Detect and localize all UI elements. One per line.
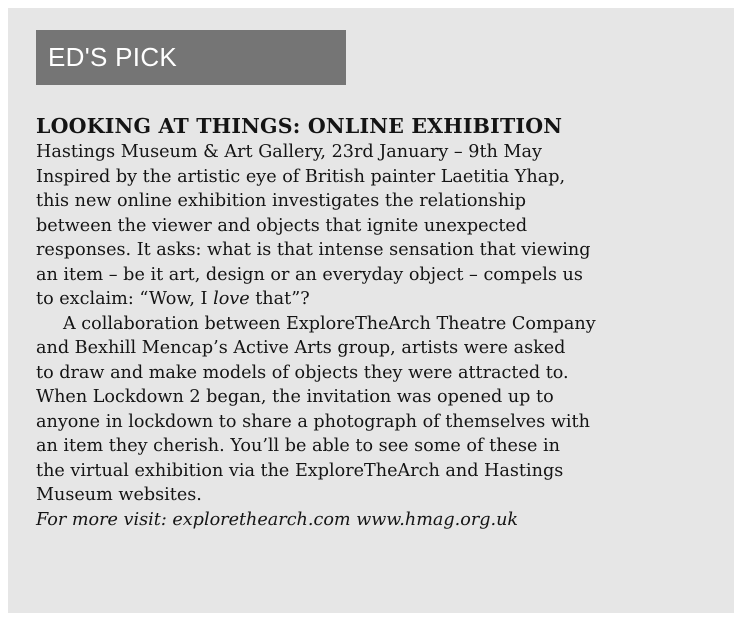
- paragraph-1-line: between the viewer and objects that ignite unexpected: [36, 215, 528, 236]
- paragraph-2-line: Museum websites.: [36, 485, 202, 505]
- eds-pick-label: ED'S PICK: [36, 30, 346, 85]
- paragraph-1: [36, 165, 706, 312]
- paragraph-2-line: A collaboration between ExploreTheArch Theatre Company: [63, 313, 596, 334]
- article-body: [36, 112, 706, 532]
- paragraph-2-line: When Lockdown 2 began, the invitation was opened up to: [36, 387, 554, 407]
- article-headline: LOOKING AT THINGS: ONLINE EXHIBITION: [36, 114, 563, 138]
- paragraph-2-line: and Bexhill Mencap’s Active Arts group, artists were asked: [36, 338, 566, 358]
- quote-end: that”?: [249, 289, 310, 309]
- paragraph-1-line: Inspired by the artistic eye of British painter Laetitia Yhap,: [36, 166, 566, 187]
- paragraph-1-line: responses. It asks: what is that intense sensation that viewing: [36, 240, 591, 260]
- paragraph-1-line: an item – be it art, design or an everyday object – compels us: [36, 264, 583, 285]
- paragraph-1-line: [36, 287, 706, 312]
- quote-start: to exclaim: “Wow, I: [36, 289, 214, 309]
- paragraph-1-line: this new online exhibition investigates the relationship: [36, 191, 527, 211]
- paragraph-2-line: anyone in lockdown to share a photograph of themselves with: [36, 411, 590, 432]
- paragraph-2-line: an item they cherish. You’ll be able to see some of these in: [36, 436, 560, 456]
- emphasis-love: love: [213, 289, 250, 309]
- paragraph-2-line: to draw and make models of objects they were attracted to.: [36, 362, 569, 383]
- more-info-footer: For more visit: explorethearch.com www.hmag.org.uk: [36, 509, 519, 530]
- paragraph-2: [36, 312, 706, 508]
- venue-dates: Hastings Museum & Art Gallery, 23rd January – 9th May: [36, 142, 542, 162]
- paragraph-2-line: the virtual exhibition via the ExploreTheArch and Hastings: [36, 460, 564, 481]
